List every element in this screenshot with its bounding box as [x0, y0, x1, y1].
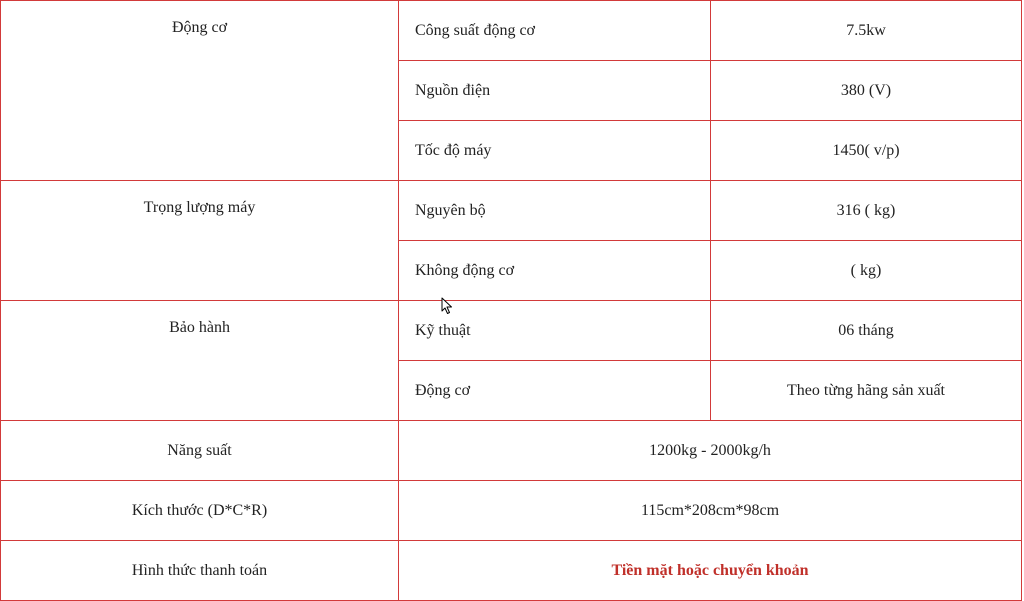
table-row	[1, 181, 1022, 241]
table-row	[1, 481, 1022, 541]
warranty-engine-value: Theo từng hãng sản xuất	[711, 361, 1022, 421]
warranty-technical-value: 06 tháng	[711, 301, 1022, 361]
mouse-pointer-icon	[441, 297, 453, 315]
no-engine-label: Không động cơ	[399, 241, 711, 301]
machine-speed-label: Tốc độ máy	[399, 121, 711, 181]
warranty-technical-label: Kỹ thuật	[399, 301, 711, 361]
engine-power-label: Công suất động cơ	[399, 1, 711, 61]
group-engine: Động cơ	[1, 1, 399, 181]
group-warranty: Bảo hành	[1, 301, 399, 421]
machine-speed-value: 1450( v/p)	[711, 121, 1022, 181]
size-label: Kích thước (D*C*R)	[1, 481, 399, 541]
capacity-label: Năng suất	[1, 421, 399, 481]
table-row	[1, 421, 1022, 481]
full-set-label: Nguyên bộ	[399, 181, 711, 241]
engine-power-value: 7.5kw	[711, 1, 1022, 61]
power-source-value: 380 (V)	[711, 61, 1022, 121]
table-row	[1, 301, 1022, 361]
full-set-value: 316 ( kg)	[711, 181, 1022, 241]
no-engine-value: ( kg)	[711, 241, 1022, 301]
payment-value: Tiền mặt hoặc chuyển khoản	[399, 541, 1022, 601]
table-row	[1, 1, 1022, 61]
capacity-value: 1200kg - 2000kg/h	[399, 421, 1022, 481]
payment-label: Hình thức thanh toán	[1, 541, 399, 601]
group-weight: Trọng lượng máy	[1, 181, 399, 301]
power-source-label: Nguồn điện	[399, 61, 711, 121]
table-row	[1, 541, 1022, 601]
size-value: 115cm*208cm*98cm	[399, 481, 1022, 541]
warranty-engine-label: Động cơ	[399, 361, 711, 421]
